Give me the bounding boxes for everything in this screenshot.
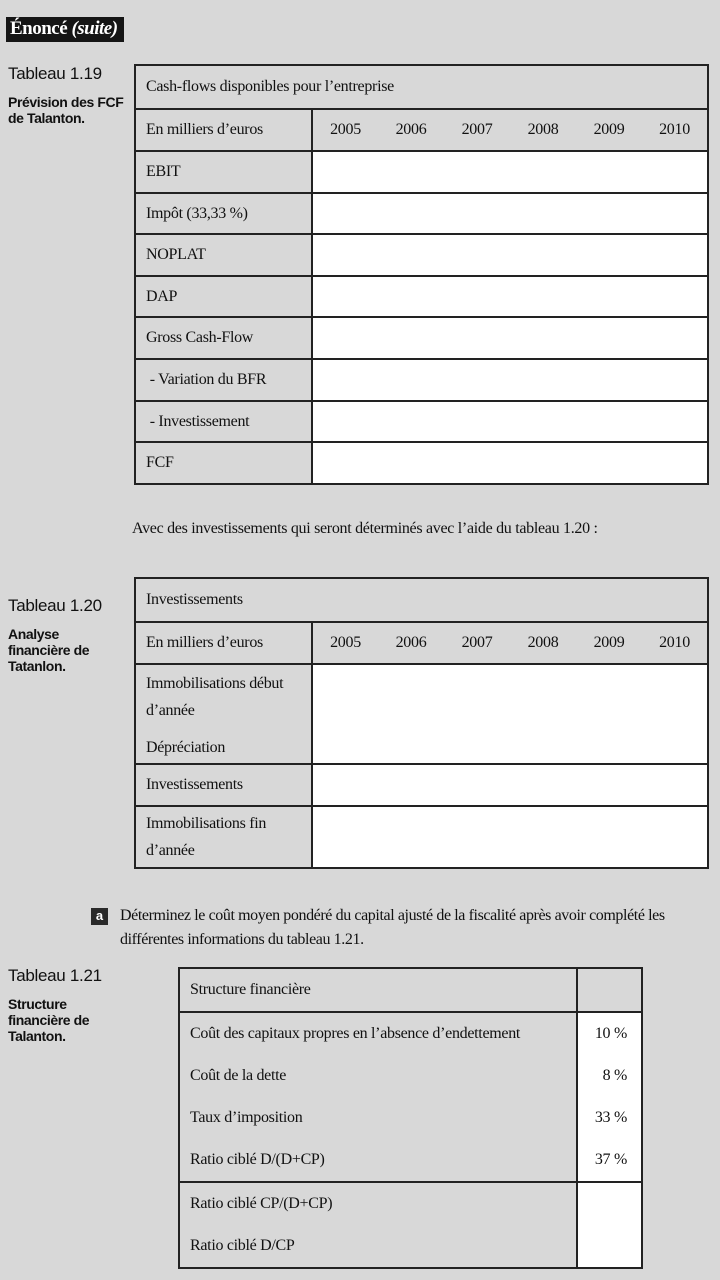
t21-row-label: Coût des capitaux propres en l’absence d’endettement	[190, 1025, 521, 1042]
year-header: 2007	[444, 109, 510, 151]
year-header: 2007	[444, 622, 510, 664]
enonce-label: Énoncé	[10, 18, 68, 39]
t21-extra-label: Ratio ciblé CP/(D+CP)	[190, 1195, 333, 1212]
question-marker: a	[91, 908, 108, 925]
t21-rows-values	[577, 1012, 642, 1182]
t20-desc	[8, 626, 102, 674]
t21-desc-line: Structure	[8, 996, 67, 1012]
year-header: 2008	[510, 622, 576, 664]
t19-row-label: Impôt (33,33 %)	[135, 193, 312, 234]
t19-row-label: EBIT	[135, 151, 312, 193]
year-header: 2010	[642, 622, 708, 664]
t19-side-label	[8, 64, 123, 126]
t21-row-value: 33 %	[594, 1109, 627, 1126]
t19-desc-line: Prévision des FCF	[8, 94, 124, 110]
enonce-header	[6, 17, 124, 42]
t20-row-label	[135, 664, 312, 764]
t19-row-label: - Variation du BFR	[135, 359, 312, 401]
t20-row-line: d’année	[146, 842, 195, 859]
t19-title: Cash-flows disponibles pour l’entreprise	[135, 65, 708, 109]
t19-row-values	[312, 317, 708, 359]
year-header: 2005	[312, 109, 378, 151]
year-header: 2005	[312, 622, 378, 664]
t20-row-line: Immobilisations début	[146, 674, 284, 692]
t19-row-label: FCF	[135, 442, 312, 484]
t21-row-value: 37 %	[594, 1151, 627, 1168]
table-1-20	[134, 577, 709, 869]
t20-unit: En milliers d’euros	[135, 622, 312, 664]
t21-side-label	[8, 966, 102, 1044]
year-header: 2008	[510, 109, 576, 151]
t19-unit: En milliers d’euros	[135, 109, 312, 151]
t21-extra-label: Ratio ciblé D/CP	[190, 1237, 295, 1254]
t19-row-label: - Investissement	[135, 401, 312, 442]
t19-row-values	[312, 234, 708, 276]
year-header: 2009	[576, 622, 642, 664]
t20-row-values	[312, 664, 708, 764]
t21-desc-line: financière de	[8, 1012, 90, 1028]
t21-row-label: Taux d’imposition	[190, 1109, 303, 1126]
between-text: Avec des investissements qui seront déterminés avec l’aide du tableau 1.20 :	[132, 520, 598, 537]
t21-extra-values	[577, 1182, 642, 1268]
table-1-21	[178, 967, 643, 1269]
t20-row-line: Immobilisations fin	[146, 815, 267, 832]
t19-row-values	[312, 401, 708, 442]
question-text: Déterminez le coût moyen pondéré du capital ajusté de la fiscalité après avoir complété les différentes informations du tableau 1.21.	[120, 907, 665, 948]
t19-row-values	[312, 359, 708, 401]
table-1-19	[134, 64, 709, 485]
suite-label: (suite)	[71, 18, 118, 39]
year-header: 2006	[378, 622, 444, 664]
t19-row-values	[312, 151, 708, 193]
t20-row-values	[312, 806, 708, 868]
t21-title: Structure financière	[179, 968, 577, 1012]
t21-row-value: 8 %	[602, 1067, 627, 1084]
t19-row-values	[312, 193, 708, 234]
t21-name: Tableau 1.21	[8, 966, 102, 985]
year-header: 2006	[378, 109, 444, 151]
t21-row-label: Coût de la dette	[190, 1067, 287, 1084]
t19-row-label: Gross Cash-Flow	[135, 317, 312, 359]
t19-row-values	[312, 442, 708, 484]
t21-row-value: 10 %	[594, 1025, 627, 1042]
t20-row-values	[312, 764, 708, 806]
year-header: 2010	[642, 109, 708, 151]
t21-desc	[8, 996, 102, 1044]
t20-desc-line: Tatanlon.	[8, 658, 66, 674]
year-header: 2009	[576, 109, 642, 151]
t21-title-value	[577, 968, 642, 1012]
t21-desc-line: Talanton.	[8, 1028, 66, 1044]
t19-desc-line: de Talanton.	[8, 110, 85, 126]
t21-row-label: Ratio ciblé D/(D+CP)	[190, 1151, 325, 1168]
t19-desc	[8, 94, 123, 126]
t20-side-label	[8, 596, 102, 674]
t21-rows-labels	[179, 1012, 577, 1182]
t20-desc-line: Analyse	[8, 626, 59, 642]
t19-row-label: DAP	[135, 276, 312, 317]
t20-row-line: d’année	[146, 701, 195, 719]
t21-extra-labels	[179, 1182, 577, 1268]
t19-name: Tableau 1.19	[8, 64, 102, 83]
t19-row-label: NOPLAT	[135, 234, 312, 276]
t20-name: Tableau 1.20	[8, 596, 102, 615]
t20-title: Investissements	[135, 578, 708, 622]
t19-row-values	[312, 276, 708, 317]
t20-row-line: Dépréciation	[146, 738, 226, 756]
t20-row-label: Investissements	[135, 764, 312, 806]
t20-desc-line: financière de	[8, 642, 90, 658]
t20-row-label	[135, 806, 312, 868]
